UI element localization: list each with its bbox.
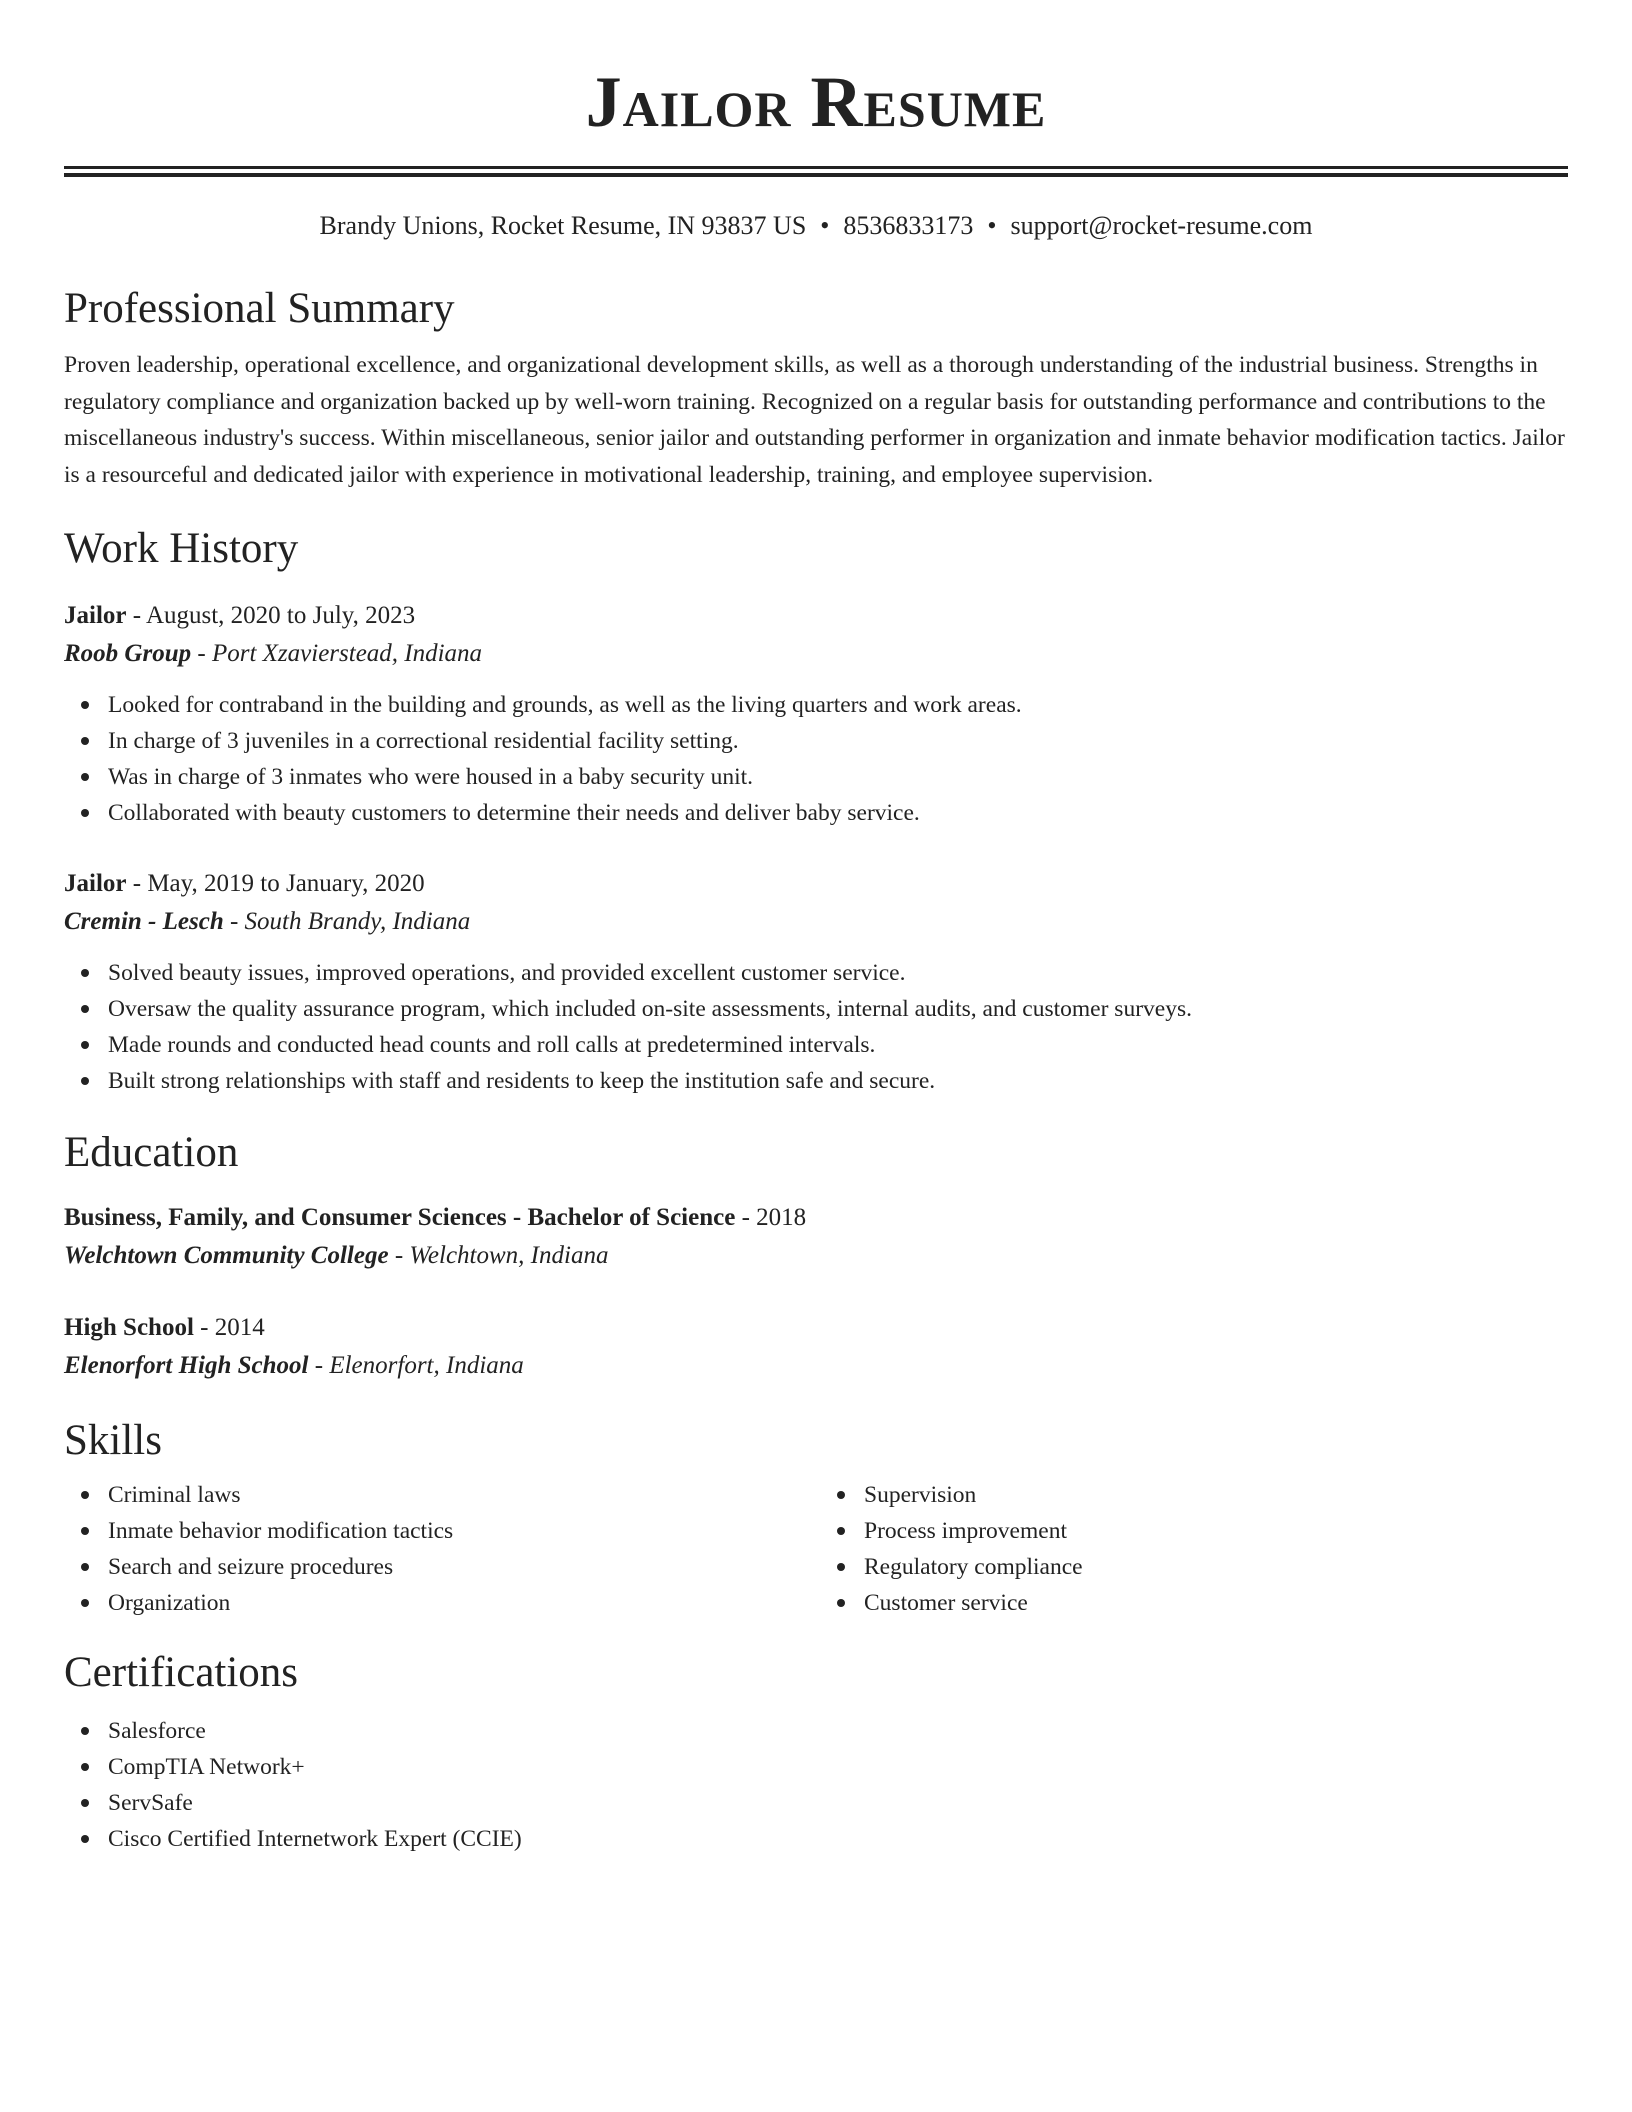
education-degree: High School xyxy=(64,1314,194,1341)
title-divider xyxy=(64,166,1568,177)
skills-list-right xyxy=(816,1477,1568,1621)
job-title-line xyxy=(64,865,1568,903)
list-item: CompTIA Network+ xyxy=(108,1749,1568,1785)
list-item: Collaborated with beauty customers to determine their needs and deliver baby service. xyxy=(108,795,1568,831)
education-year: - 2018 xyxy=(735,1204,807,1231)
resume-title: Jailor Resume xyxy=(585,62,1047,142)
list-item: Was in charge of 3 inmates who were housed in a baby security unit. xyxy=(108,759,1568,795)
list-item: Inmate behavior modification tactics xyxy=(108,1513,816,1549)
education-degree: Business, Family, and Consumer Sciences - Bachelor of Science xyxy=(64,1204,736,1231)
job-company-line xyxy=(64,903,1568,941)
section-heading-work: Work History xyxy=(64,525,299,572)
certifications-list xyxy=(64,1713,1568,1857)
job-title: Jailor xyxy=(64,870,127,897)
list-item: Solved beauty issues, improved operations, and provided excellent customer service. xyxy=(108,955,1568,991)
list-item: Customer service xyxy=(864,1585,1568,1621)
contact-line xyxy=(64,209,1568,243)
list-item: Organization xyxy=(108,1585,816,1621)
list-item: Process improvement xyxy=(864,1513,1568,1549)
contact-address: Brandy Unions, Rocket Resume, IN 93837 US xyxy=(319,211,807,240)
list-item: Oversaw the quality assurance program, which included on-site assessments, internal audits, and customer surveys. xyxy=(108,991,1568,1027)
list-item: Search and seizure procedures xyxy=(108,1549,816,1585)
job-location: - Port Xzavierstead, Indiana xyxy=(191,640,483,667)
job-bullets xyxy=(64,955,1568,1099)
section-heading-certifications: Certifications xyxy=(64,1649,299,1696)
job-dates: - August, 2020 to July, 2023 xyxy=(126,602,416,629)
section-heading-education: Education xyxy=(64,1129,239,1176)
list-item: Made rounds and conducted head counts and roll calls at predetermined intervals. xyxy=(108,1027,1568,1063)
education-degree-line xyxy=(64,1199,1568,1237)
summary-text: Proven leadership, operational excellence, and organizational development skills, as well as a thorough understanding of the industrial business. Strengths in regulatory compliance and organization backed up by well-worn training. Recognized on a regular basis for outstanding performance and contributions to the miscellaneous industry's success. Within miscellaneous, senior jailor and outstanding performer in organization and inmate behavior modification tactics. Jailor is a resourceful and dedicated jailor with experience in motivational leadership, training, and employee supervision. xyxy=(64,352,1565,488)
contact-separator: • xyxy=(820,211,830,240)
list-item: Salesforce xyxy=(108,1713,1568,1749)
contact-email: support@rocket-resume.com xyxy=(1010,211,1313,240)
job-title: Jailor xyxy=(64,602,127,629)
job-dates: - May, 2019 to January, 2020 xyxy=(126,870,425,897)
job-company: Roob Group xyxy=(64,640,192,667)
education-school-line xyxy=(64,1347,1568,1385)
section-heading-skills: Skills xyxy=(64,1417,162,1464)
skills-columns xyxy=(64,1477,1568,1621)
education-school-line xyxy=(64,1237,1568,1275)
section-heading-summary: Professional Summary xyxy=(64,285,455,332)
contact-separator: • xyxy=(987,211,997,240)
education-location: - Welchtown, Indiana xyxy=(388,1242,609,1269)
education-entry xyxy=(64,1309,1568,1385)
education-degree-line xyxy=(64,1309,1568,1347)
list-item: In charge of 3 juveniles in a correctional residential facility setting. xyxy=(108,723,1568,759)
job-entry xyxy=(64,597,1568,831)
contact-phone: 8536833173 xyxy=(843,211,974,240)
list-item: Looked for contraband in the building and grounds, as well as the living quarters and work areas. xyxy=(108,687,1568,723)
education-school: Welchtown Community College xyxy=(64,1242,389,1269)
list-item: Cisco Certified Internetwork Expert (CCIE) xyxy=(108,1821,1568,1857)
list-item: ServSafe xyxy=(108,1785,1568,1821)
job-company: Cremin - Lesch xyxy=(64,908,224,935)
list-item: Supervision xyxy=(864,1477,1568,1513)
list-item: Criminal laws xyxy=(108,1477,816,1513)
education-location: - Elenorfort, Indiana xyxy=(308,1352,524,1379)
job-title-line xyxy=(64,597,1568,635)
education-year: - 2014 xyxy=(193,1314,265,1341)
education-entry xyxy=(64,1199,1568,1275)
list-item: Regulatory compliance xyxy=(864,1549,1568,1585)
education-school: Elenorfort High School xyxy=(64,1352,309,1379)
job-bullets xyxy=(64,687,1568,831)
job-company-line xyxy=(64,635,1568,673)
list-item: Built strong relationships with staff and residents to keep the institution safe and secure. xyxy=(108,1063,1568,1099)
skills-list-left xyxy=(64,1477,816,1621)
job-entry xyxy=(64,865,1568,1099)
job-location: - South Brandy, Indiana xyxy=(223,908,471,935)
